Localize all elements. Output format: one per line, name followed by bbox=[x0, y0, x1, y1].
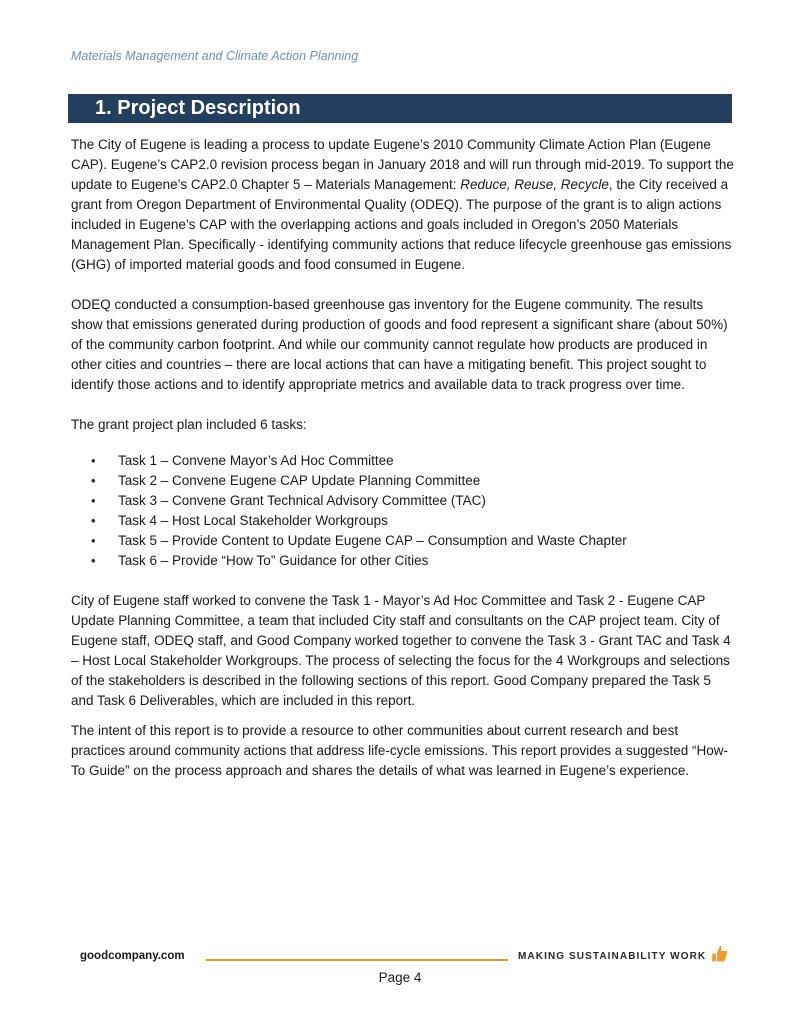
running-header: Materials Management and Climate Action Planning bbox=[71, 49, 359, 63]
task-text: Task 3 – Convene Grant Technical Advisory Committee (TAC) bbox=[118, 493, 486, 508]
paragraph-intro bbox=[71, 135, 735, 275]
bullet-icon: • bbox=[91, 473, 96, 488]
footer-tagline: MAKING SUSTAINABILITY WORK bbox=[518, 951, 707, 962]
bullet-icon: • bbox=[91, 553, 96, 568]
task-text: Task 5 – Provide Content to Update Eugene CAP – Consumption and Waste Chapter bbox=[118, 533, 627, 548]
list-item bbox=[91, 491, 735, 511]
page-number: Page 4 bbox=[378, 970, 422, 985]
paragraph-intent: The intent of this report is to provide a resource to other communities about current research and best practices around community actions that address life-cycle emissions. This report provides a suggested “How-To Guide” on the process approach and shares the details of what was learned in Eugene’s experience. bbox=[71, 723, 729, 778]
document-body bbox=[71, 135, 735, 781]
task-text: Task 1 – Convene Mayor’s Ad Hoc Committee bbox=[118, 453, 394, 468]
bullet-icon: • bbox=[91, 513, 96, 528]
task-list bbox=[71, 451, 735, 571]
list-item bbox=[91, 471, 735, 491]
footer-website: goodcompany.com bbox=[80, 950, 185, 962]
section-title: 1. Project Description bbox=[95, 97, 301, 119]
list-item bbox=[91, 531, 735, 551]
list-item bbox=[91, 451, 735, 471]
task-text: Task 2 – Convene Eugene CAP Update Planning Committee bbox=[118, 473, 481, 488]
task-text: Task 4 – Host Local Stakeholder Workgroups bbox=[118, 513, 388, 528]
bullet-icon: • bbox=[91, 453, 96, 468]
paragraph-text: , the City received a grant from Oregon Department of Environmental Quality (ODEQ). The purpose of the grant is to align actions included in Eugene’s CAP with the overlapping actions and goals included in Oregon’s 2050 Materials Management Plan. Specifically - identifying community actions that reduce lifecycle greenhouse gas emissions (GHG) of imported material goods and food consumed in Eugene. bbox=[71, 177, 732, 272]
section-heading-bar bbox=[68, 94, 732, 123]
bullet-icon: • bbox=[91, 493, 96, 508]
footer-divider bbox=[206, 959, 508, 961]
task-text: Task 6 – Provide “How To” Guidance for other Cities bbox=[118, 553, 429, 568]
list-item bbox=[91, 551, 735, 571]
bullet-icon: • bbox=[91, 533, 96, 548]
paragraph-staff: City of Eugene staff worked to convene the Task 1 - Mayor’s Ad Hoc Committee and Task 2 - Eugene CAP Update Planning Committee, a team that included City staff and consultants on the CAP project team. City of Eugene staff, ODEQ staff, and Good Company worked together to convene the Task 3 - Grant TAC and Task 4 – Host Local Stakeholder Workgroups. The process of selecting the focus for the 4 Workgroups and selections of the stakeholders is described in the following sections of this report. Good Company prepared the Task 5 and Task 6 Deliverables, which are included in this report. bbox=[71, 593, 731, 708]
paragraph-text: The City of Eugene is leading a process to update Eugene’s 2010 Community Climate Action Plan (Eugene CAP). Eugene’s CAP2.0 revision process began in January 2018 and will run through mid-2019. To support the update to Eugene’s CAP2.0 Chapter 5 – Materials Management: bbox=[71, 137, 734, 192]
thumbs-up-icon bbox=[711, 945, 729, 963]
list-item bbox=[91, 511, 735, 531]
paragraph-italic-text: Reduce, Reuse, Recycle bbox=[460, 177, 609, 192]
paragraph-tasks-intro: The grant project plan included 6 tasks: bbox=[71, 417, 307, 432]
paragraph-odeq: ODEQ conducted a consumption-based greenhouse gas inventory for the Eugene community. The results show that emissions generated during production of goods and food represent a significant share (about 50%) of the community carbon footprint. And while our community cannot regulate how products are produced in other cities and countries – there are local actions that can have a mitigating benefit. This project sought to identify those actions and to identify appropriate metrics and available data to track progress over time. bbox=[71, 297, 728, 392]
